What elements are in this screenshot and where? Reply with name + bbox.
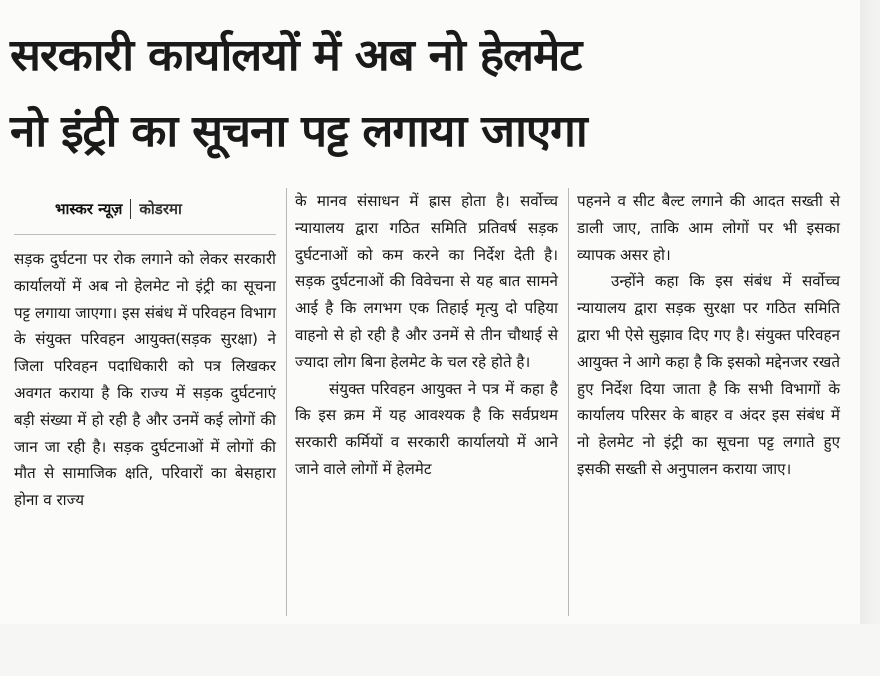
column-3-paragraph-2: उन्होंने कहा कि इस संबंध में सर्वोच्च न्यायालय द्वारा सड़क सुरक्षा पर गठित समिति द्वारा भी ऐसे सुझाव दिए गए है। संयुक्त परिवहन आयुक्त ने आगे कहा है कि इसको मद्देनजर रखते हुए निर्देश दिया जाता है कि सभी विभागों के कार्यालय परिसर के बाहर व अंदर इस संबंध में नो हेलमेट नो इंट्री का सूचना पट्ट लगाते हुए इसकी सख्ती से अनुपालन कराया जाए। [577,272,840,478]
headline [10,18,855,170]
column-1-paragraph-1: सड़क दुर्घटना पर रोक लगाने को लेकर सरकारी कार्यालयों में अब नो हेलमेट नो इंट्री का सूचना पट्ट लगाया जाएगा। इस संबंध में परिवहन विभाग के संयुक्त परिवहन आयुक्त(सड़क सुरक्षा) ने जिला परिवहन पदाधिकारी को पत्र लिखकर अवगत कराया है कि राज्य में सड़क दुर्घटनाएं बड़ी संख्या में हो रही है और उनमें कई लोगों की जान जा रही है। सड़क दुर्घटनाओं में लोगों की मौत से सामाजिक क्षति, परिवारों का बेसहारा होना व राज्य [14,250,276,510]
byline [55,196,182,222]
headline-line-2: नो इंट्री का सूचना पट्ट लगाया जाएगा [10,106,587,157]
column-divider-1 [286,188,287,616]
byline-city: कोडरमा [139,200,182,218]
byline-separator [130,199,131,219]
column-2-paragraph-1: के मानव संसाधन में ह्रास होता है। सर्वोच्च न्यायालय द्वारा गठित समिति प्रतिवर्ष सड़क दुर्घटनाओं को कम करने का निर्देश देती है। सड़क दुर्घटनाओं की विवेचना से यह बात सामने आई है कि लगभग एक तिहाई मृत्यु दो पहिया वाहनो से हो रही है और उनमें से तीन चौथाई से ज्यादा लोग बिना हेलमेट के चल रहे होते है। [295,192,558,371]
column-divider-2 [568,188,569,616]
byline-agency: भास्कर न्यूज़ [55,200,123,218]
article-column-3 [577,188,840,618]
article-column-2 [295,188,558,618]
article-column-1 [14,246,276,676]
column-2-paragraph-2: संयुक्त परिवहन आयुक्त ने पत्र में कहा है कि इस क्रम में यह आवश्यक है कि सर्वप्रथम सरकारी कर्मियों व सरकारी कार्यालयो में आने जाने वाले लोगों में हेलमेट [295,379,558,478]
page-edge [860,0,880,624]
column-3-paragraph-1: पहनने व सीट बैल्ट लगाने की आदत सख्ती से डाली जाए, ताकि आम लोगों पर भी इसका व्यापक असर हो। [577,192,840,264]
byline-rule [14,234,276,235]
headline-line-1: सरकारी कार्यालयों में अब नो हेलमेट [10,30,582,81]
